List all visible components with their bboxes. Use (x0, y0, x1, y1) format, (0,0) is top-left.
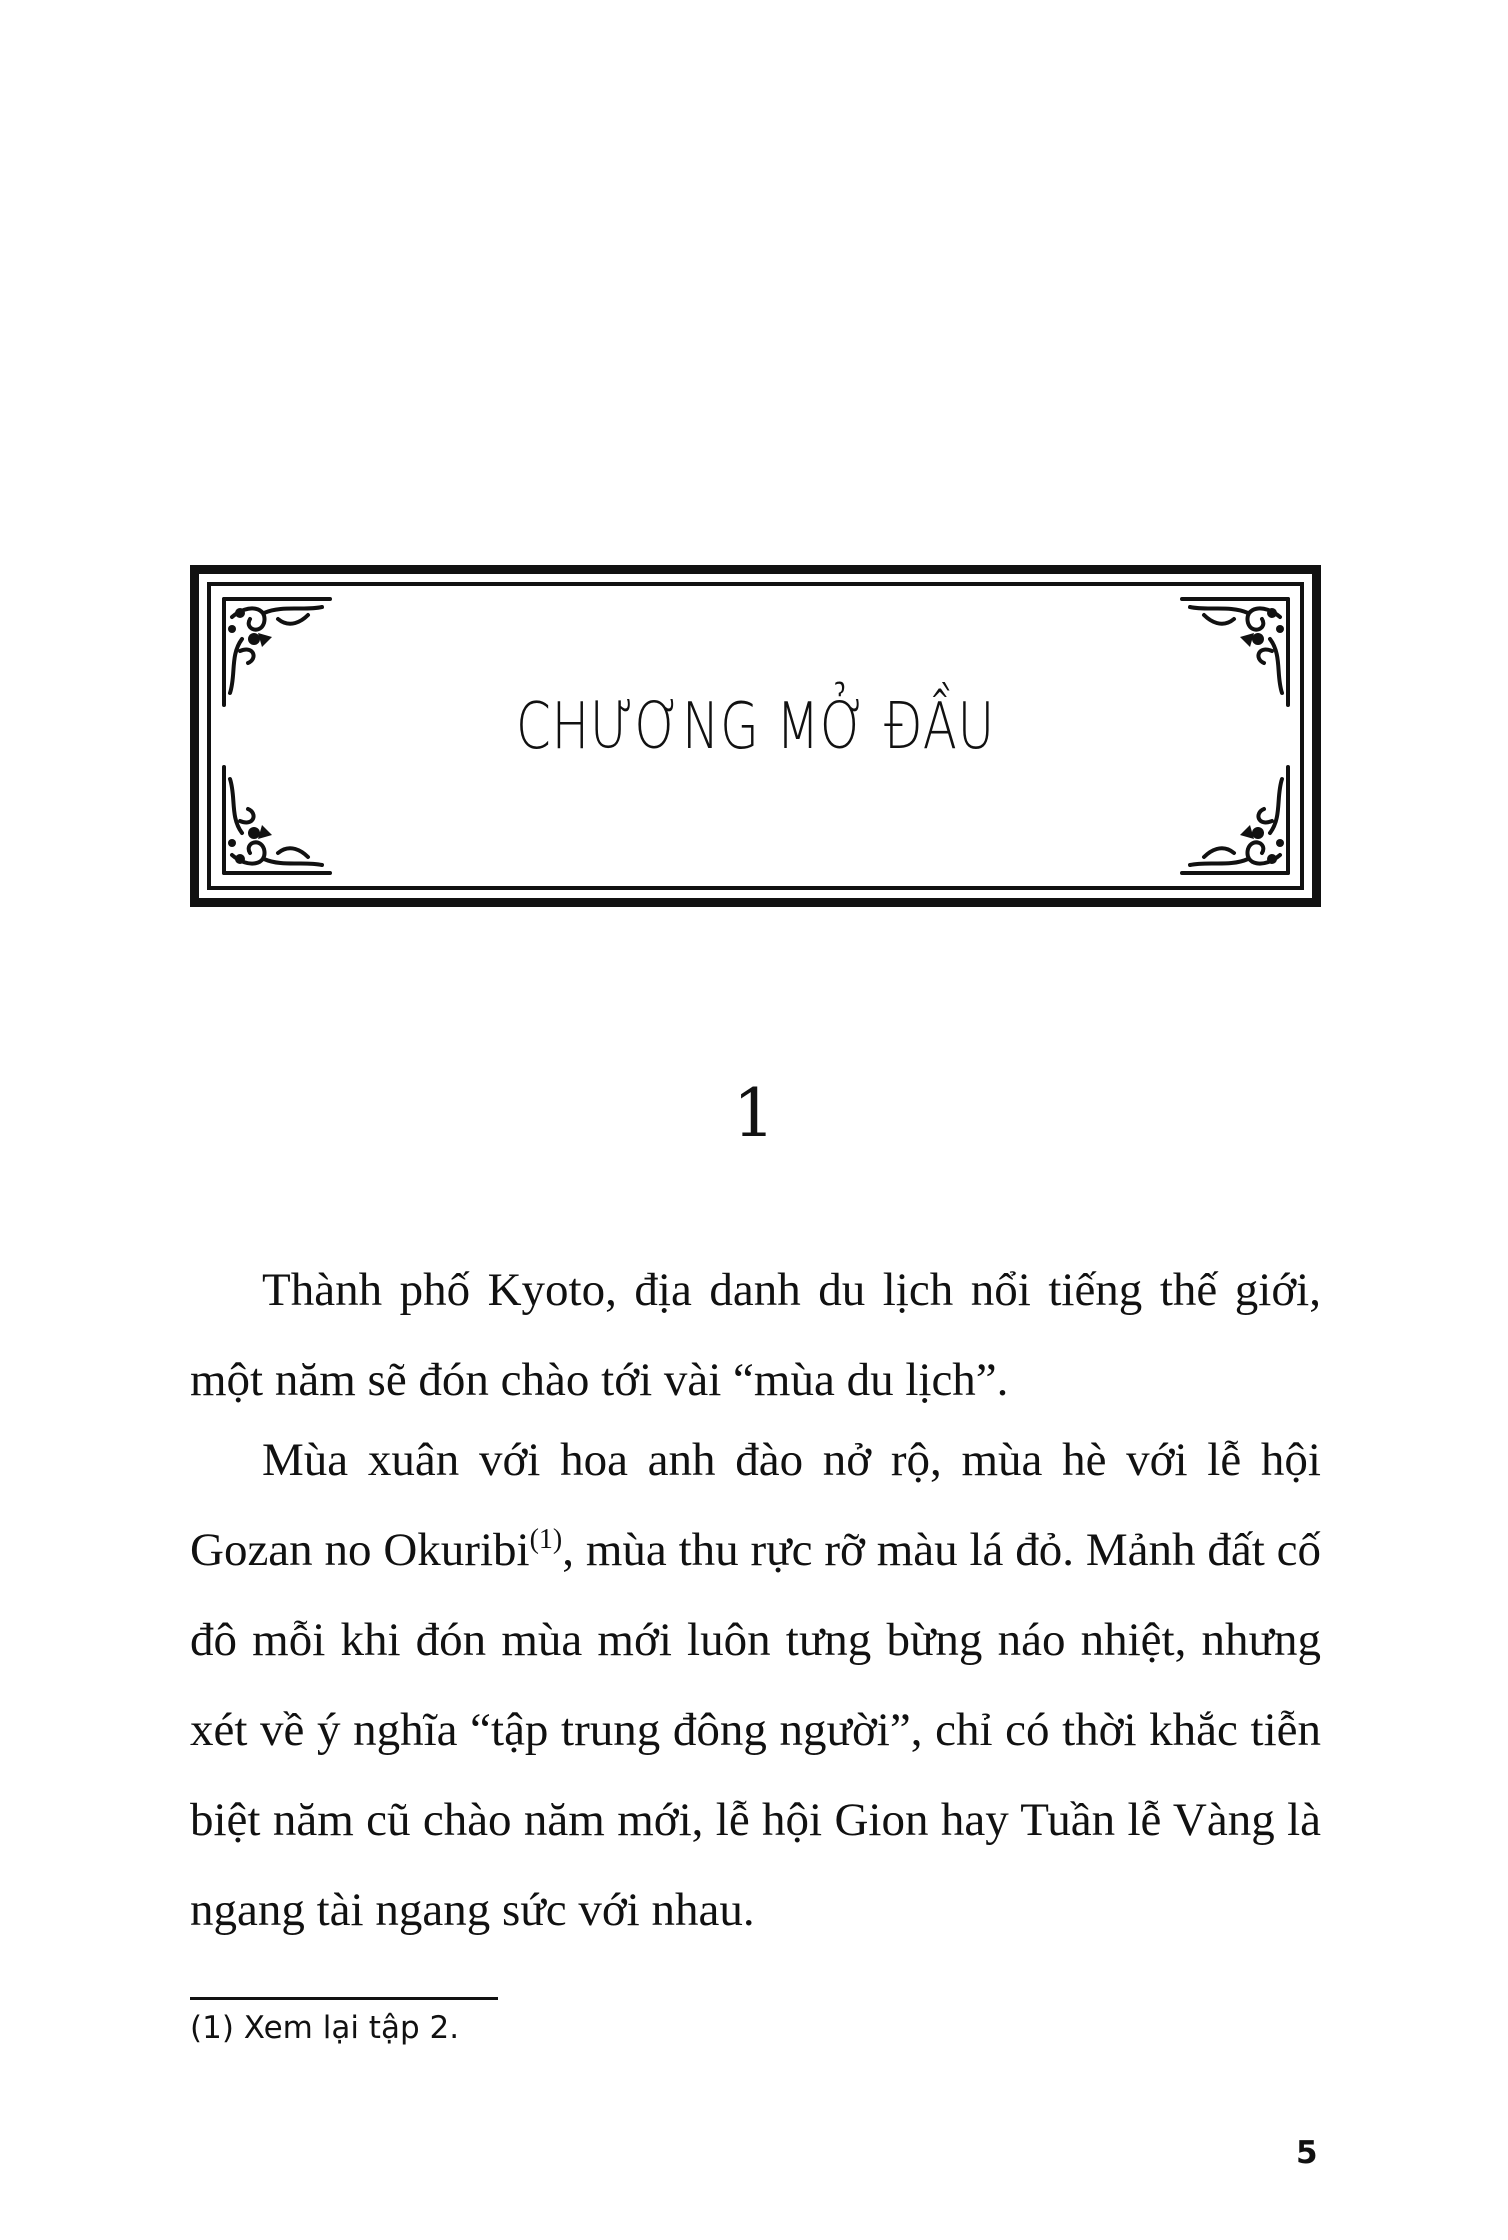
footnote-divider (190, 1997, 498, 2000)
section-number: 1 (733, 1075, 775, 1152)
footnote-reference[interactable]: (1) (529, 1524, 563, 1555)
flourish-corner-icon (1174, 593, 1294, 713)
paragraph-text: Mùa xuân với hoa anh đào nở rộ, mùa hè với lễ hội Gozan no Okuribi (190, 1434, 1321, 1576)
body-paragraph: Thành phố Kyoto, địa danh du lịch nổi tiếng thế giới, một năm sẽ đón chào tới vài “mùa du lịch”. (190, 1264, 1321, 1406)
flourish-corner-icon (218, 593, 338, 713)
paragraph-text: , mùa thu rực rỡ màu lá đỏ. Mảnh đất cố đô mỗi khi đón mùa mới luôn tưng bừng náo nhiệt, nhưng xét về ý nghĩa “tập trung đông người”, chỉ có thời khắc tiễn biệt năm cũ chào năm mới, lễ hội Gion hay Tuần lễ Vàng là ngang tài ngang sức với nhau. (190, 1524, 1321, 1936)
flourish-corner-icon (218, 759, 338, 879)
chapter-title: CHƯƠNG MỞ ĐẦU (516, 690, 995, 764)
footnote: (1) Xem lại tập 2. (190, 2010, 460, 2046)
body-paragraph (190, 1415, 1321, 1955)
flourish-corner-icon (1174, 759, 1294, 879)
page-number: 5 (1296, 2135, 1318, 2171)
